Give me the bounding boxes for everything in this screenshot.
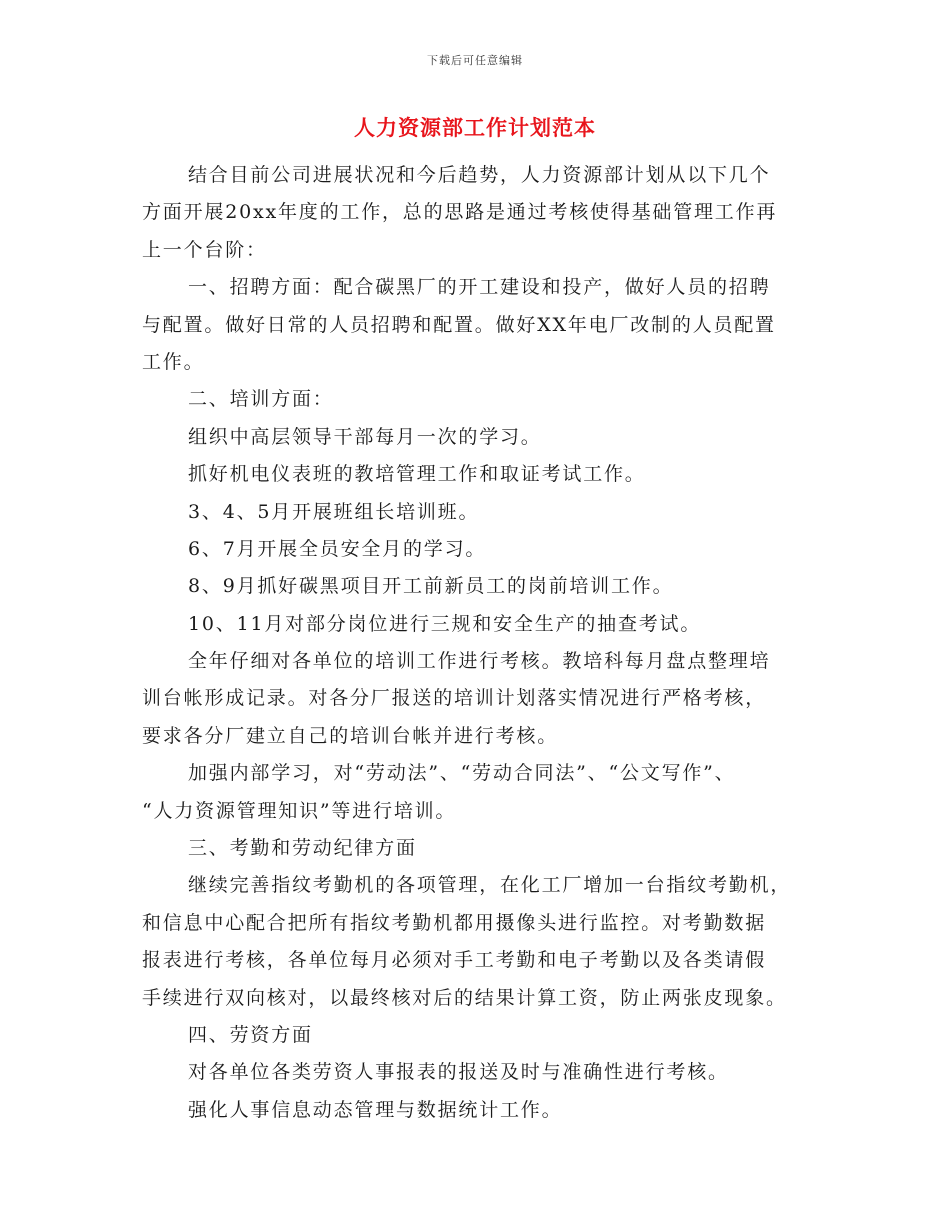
body-line: 全年仔细对各单位的培训工作进行考核。教培科每月盘点整理培 bbox=[188, 650, 771, 673]
body-line: 加强内部学习，对“劳动法”、“劳动合同法”、“公文写作”、 bbox=[188, 762, 736, 785]
body-line: 与配置。做好日常的人员招聘和配置。做好XX年电厂改制的人员配置 bbox=[142, 313, 776, 336]
body-line: 强化人事信息动态管理与数据统计工作。 bbox=[188, 1098, 563, 1121]
body-line: 二、培训方面： bbox=[188, 388, 334, 411]
document-title: 人力资源部工作计划范本 bbox=[354, 115, 596, 140]
body-line: 手续进行双向核对，以最终核对后的结果计算工资，防止两张皮现象。 bbox=[142, 986, 787, 1009]
body-line: 3、4、5月开展班组长培训班。 bbox=[188, 500, 480, 523]
body-line: 要求各分厂建立自己的培训台帐并进行考核。 bbox=[142, 724, 559, 747]
body-line: 四、劳资方面 bbox=[188, 1023, 313, 1046]
body-line: 上一个台阶： bbox=[142, 238, 267, 261]
body-line: 8、9月抓好碳黑项目开工前新员工的岗前培训工作。 bbox=[188, 575, 674, 598]
body-line: 训台帐形成记录。对各分厂报送的培训计划落实情况进行严格考核， bbox=[142, 687, 767, 710]
body-line: 一、招聘方面：配合碳黑厂的开工建设和投产，做好人员的招聘 bbox=[188, 276, 771, 299]
body-line: 组织中高层领导干部每月一次的学习。 bbox=[188, 425, 542, 448]
page-header-note: 下载后可任意编辑 bbox=[427, 54, 523, 67]
body-line: 三、考勤和劳动纪律方面 bbox=[188, 837, 417, 860]
document-body bbox=[142, 157, 810, 1129]
body-line: 6、7月开展全员安全月的学习。 bbox=[188, 537, 487, 560]
body-line: “人力资源管理知识”等进行培训。 bbox=[142, 799, 457, 822]
body-line: 抓好机电仪表班的教培管理工作和取证考试工作。 bbox=[188, 463, 646, 486]
body-line: 方面开展20xx年度的工作，总的思路是通过考核使得基础管理工作再 bbox=[142, 201, 778, 224]
body-line: 报表进行考核，各单位每月必须对手工考勤和电子考勤以及各类请假 bbox=[142, 949, 767, 972]
body-line: 10、11月对部分岗位进行三规和安全生产的抽查考试。 bbox=[188, 612, 702, 635]
body-line: 对各单位各类劳资人事报表的报送及时与准确性进行考核。 bbox=[188, 1061, 729, 1084]
body-line: 继续完善指纹考勤机的各项管理，在化工厂增加一台指纹考勤机， bbox=[188, 874, 792, 897]
body-line: 结合目前公司进展状况和今后趋势，人力资源部计划从以下几个 bbox=[188, 164, 771, 186]
body-line: 工作。 bbox=[142, 350, 205, 373]
body-line: 和信息中心配合把所有指纹考勤机都用摄像头进行监控。对考勤数据 bbox=[142, 911, 767, 934]
